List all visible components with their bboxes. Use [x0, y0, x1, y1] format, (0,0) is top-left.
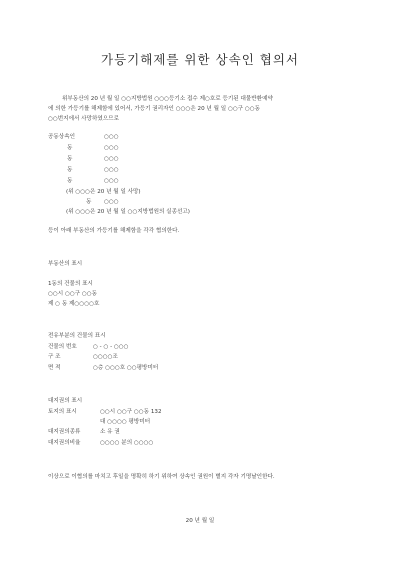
heir-label: 동 [67, 145, 73, 151]
land-label: 대지권의종류 [48, 429, 81, 435]
heir-value: ○○○ [104, 178, 119, 184]
heir-value: ○○○ [104, 145, 119, 151]
exclusive-value: ○층 ○○○호 ○○평방미터 [93, 365, 159, 371]
exclusive-value: ○ - ○ - ○○○ [93, 344, 129, 350]
building-unit: 제 ○ 동 제○○○○호 [48, 301, 100, 307]
heirs-note-death: (위 ○○○은 20 년 월 일 사망) [66, 189, 141, 195]
land-header: 대지권의 표시 [48, 398, 83, 404]
exclusive-label: 구 조 [48, 354, 61, 360]
agreement-text: 등이 아래 부동산의 가등기를 해제함을 각각 협의한다. [48, 228, 180, 234]
intro-line-1: 위부동산의 20 년 월 일 ○○지방법원 ○○○등기소 접수 제○호로 등기된 대물반환예약 [62, 96, 273, 102]
heir-label: 동 [67, 178, 73, 184]
exclusive-label: 면 적 [48, 365, 61, 371]
intro-line-2: 에 의한 가등기를 해제함에 있어서, 가등기 권리자인 ○○○은 20 년 월 일 ○○구 ○○동 [48, 106, 261, 112]
land-value: ○○시 ○○구 ○○동 132 [100, 409, 162, 415]
closing-text: 이상으로 이협의를 마치고 후일을 명확히 하기 위하여 상속인 권원이 별지 각자 기명날인한다. [48, 474, 275, 480]
heirs-header: 공동상속인 [48, 134, 76, 140]
heirs-note-missing: (위 ○○○은 20 년 월 일 ○○지방법원의 실종선고) [66, 209, 190, 215]
land-label: 토지의 표시 [48, 409, 77, 415]
exclusive-value: ○○○○조 [93, 354, 118, 360]
heir-extra-value: ○○○ [104, 199, 119, 205]
document-date: 20 년 월 일 [185, 518, 215, 524]
heir-label: 동 [67, 156, 73, 162]
land-label: 대지권의비율 [48, 440, 81, 446]
exclusive-label: 건물의 번호 [48, 344, 77, 350]
building-header: 1동의 건물의 표시 [48, 281, 93, 287]
land-value: 소 유 권 [100, 429, 120, 435]
heir-label: 동 [67, 167, 73, 173]
heirs-header-value: ○○○ [104, 134, 119, 140]
building-address: ○○시 ○○구 ○○동 [48, 291, 98, 297]
exclusive-header: 전유부분의 건물의 표시 [48, 333, 106, 339]
property-header: 부동산의 표시 [48, 261, 83, 267]
heir-value: ○○○ [104, 156, 119, 162]
document-title: 가등기해제를 위한 상속인 협의서 [101, 52, 299, 67]
land-value: ○○○○ 분의 ○○○○ [100, 440, 154, 446]
intro-line-3: ○○번지에서 사망하였으므로 [48, 116, 119, 122]
land-value: 대 ○○○○ 평방미터 [100, 419, 151, 425]
heir-extra-label: 동 [86, 199, 92, 205]
heir-value: ○○○ [104, 167, 119, 173]
